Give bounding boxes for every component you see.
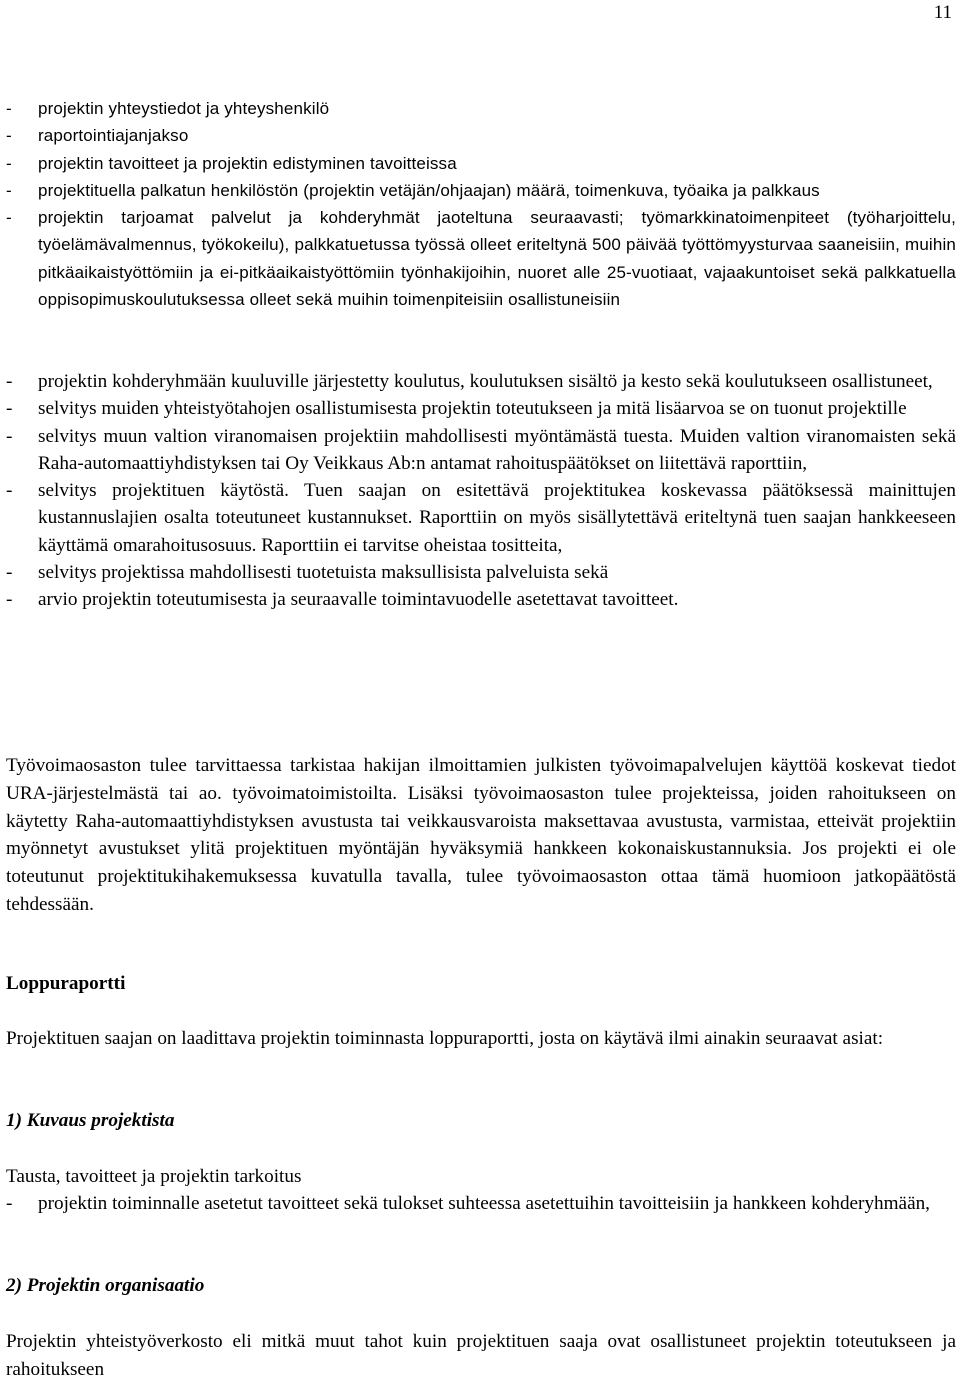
list-item <box>6 204 956 313</box>
list-item <box>6 122 956 149</box>
list-item-text: selvitys muiden yhteistyötahojen osallistumisesta projektin toteutukseen ja mitä lisäarvoa se on tuonut projektille <box>38 398 907 420</box>
list-item-text: projektin tarjoamat palvelut ja kohderyhmät jaoteltuna seuraavasti; työmarkkinatoimenpiteet (työharjoittelu, työelämävalmennus, työkokeilu), palkkatuetussa työssä olleet eriteltynä 500 päivää työttömyysturvaa saaneisiin, muihin pitkäaikaistyöttömiin ja ei-pitkäaikaistyöttömiin työnhakijoihin, nuoret alle 25-vuotiaat, vajaakuntoiset sekä palkkatuella oppisopimuskoulutuksessa olleet sekä muihin toimenpiteisiin osallistuneisiin <box>38 208 956 310</box>
list-item-text: raportointiajanjakso <box>38 126 189 146</box>
dash-marker: - <box>6 126 12 146</box>
list-item-text: projektin toiminnalle asetetut tavoitteet sekä tulokset suhteessa asetettuihin tavoitteisiin ja hankkeen kohderyhmään, <box>38 1193 930 1214</box>
list-item <box>6 177 956 204</box>
list-item-text: projektin tavoitteet ja projektin edistyminen tavoitteissa <box>38 153 457 173</box>
heading-kuvaus-projektista: 1) Kuvaus projektista <box>6 1110 175 1131</box>
paragraph-yhteistyoverkosto: Projektin yhteistyöverkosto eli mitkä muut tahot kuin projektituen saaja ovat osallistuneet projektin toteutukseen ja rahoitukseen <box>6 1331 956 1380</box>
list-item-text: arvio projektin toteutumisesta ja seuraavalle toimintavuodelle asetettavat tavoitteet. <box>38 589 679 611</box>
list-item <box>6 477 956 559</box>
list-item-text: projektituella palkatun henkilöstön (projektin vetäjän/ohjaajan) määrä, toimenkuva, työaika ja palkkaus <box>38 180 820 200</box>
heading-loppuraportti: Loppuraportti <box>6 973 126 994</box>
dash-marker: - <box>6 99 12 118</box>
dash-marker: - <box>6 425 13 447</box>
report-contents-list-c <box>6 1190 956 1217</box>
list-item-text: selvitys projektituen käytöstä. Tuen saajan on esitettävä projektitukea koskevassa päätöksessä mainittujen kustannuslajien osalta toteutuneet kustannukset. Raporttiin on myös sisällytettävä eriteltynä tuen saajan hankkeeseen käyttämä omarahoitusosuus. Raporttiin ei tarvitse oheistaa tositteita, <box>38 480 956 556</box>
paragraph-tausta: Tausta, tavoitteet ja projektin tarkoitus <box>6 1166 302 1187</box>
list-item-text: projektin kohderyhmään kuuluville järjestetty koulutus, koulutuksen sisältö ja kesto sekä koulutukseen osallistuneet, <box>38 371 933 392</box>
dash-marker: - <box>6 1193 13 1214</box>
list-item-text: selvitys muun valtion viranomaisen projektiin mahdollisesti myöntämästä tuesta. Muiden valtion viranomaisten sekä Raha-automaattiyhdistyksen tai Oy Veikkaus Ab:n antamat rahoituspäätökset on liitettävä raporttiin, <box>38 425 956 474</box>
paragraph-loppuraportti-intro: Projektituen saajan on laadittava projektin toiminnasta loppuraportti, josta on käytävä ilmi ainakin seuraavat asiat: <box>6 1028 884 1049</box>
dash-marker: - <box>6 180 12 200</box>
dash-marker: - <box>6 153 12 173</box>
dash-marker: - <box>6 589 13 611</box>
dash-marker: - <box>6 371 13 392</box>
report-contents-list-a <box>6 95 956 313</box>
list-item-text: projektin yhteystiedot ja yhteyshenkilö <box>38 99 330 118</box>
list-item <box>6 150 956 177</box>
report-contents-list-b <box>6 368 956 614</box>
list-item <box>6 368 956 395</box>
dash-marker: - <box>6 208 12 228</box>
heading-projektin-organisaatio: 2) Projektin organisaatio <box>6 1275 205 1296</box>
list-item-text: selvitys projektissa mahdollisesti tuotetuista maksullisista palveluista sekä <box>38 562 609 584</box>
list-item <box>6 395 956 422</box>
page-number: 11 <box>933 2 952 23</box>
dash-marker: - <box>6 398 13 420</box>
dash-marker: - <box>6 480 13 502</box>
list-item <box>6 1190 956 1217</box>
list-item <box>6 559 956 586</box>
list-item <box>6 586 956 613</box>
dash-marker: - <box>6 562 13 584</box>
list-item <box>6 423 956 478</box>
list-item <box>6 95 956 122</box>
paragraph-tyovoimaosasto: Työvoimaosaston tulee tarvittaessa tarkistaa hakijan ilmoittamien julkisten työvoimapalvelujen käyttöä koskevat tiedot URA-järjestelmästä tai ao. työvoimatoimistoilta. Lisäksi työvoimaosaston tulee projekteissa, joiden rahoitukseen on käytetty Raha-automaattiyhdistyksen avustusta tai veikkausvaroista maksettavaa avustusta, varmistaa, etteivät projektiin myönnetyt avustukset ylitä projektituen myöntäjän hyväksymiä hankkeen kokonaiskustannuksia. Jos projekti ei ole toteutunut projektitukihakemuksessa kuvatulla tavalla, tulee työvoimaosaston ottaa tämä huomioon jatkopäätöstä tehdessään. <box>6 755 956 915</box>
